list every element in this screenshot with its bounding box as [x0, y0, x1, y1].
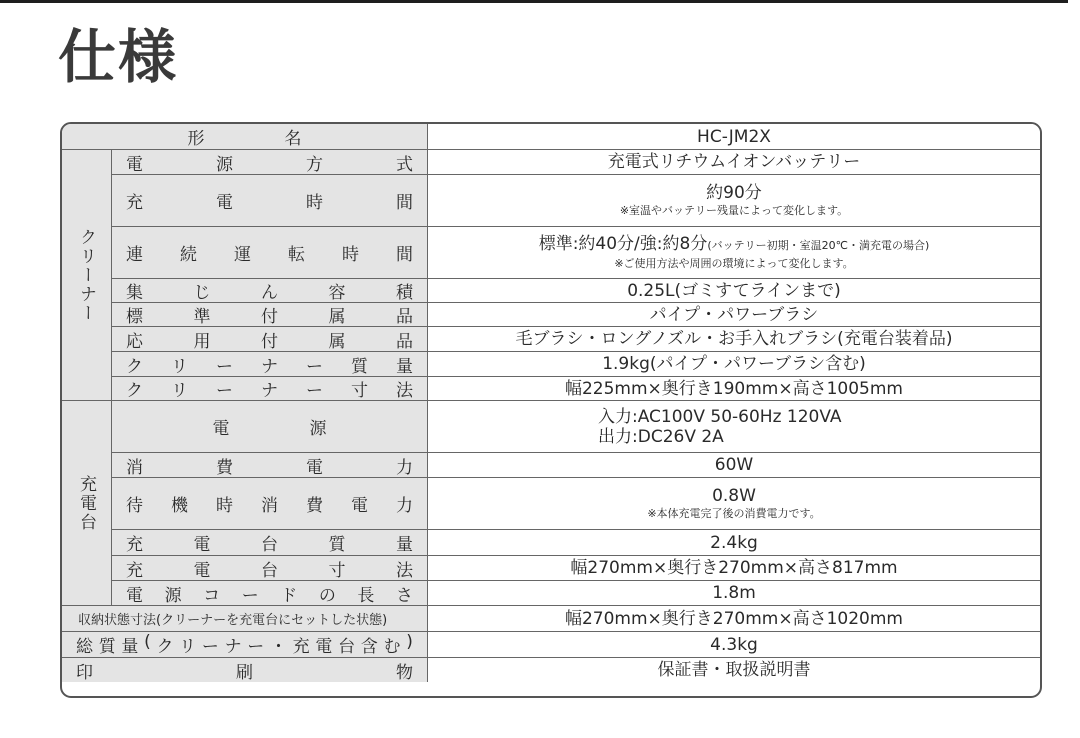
spec-label-char: 量 [121, 637, 139, 657]
spec-label-text [112, 581, 427, 606]
spec-value-text: 4.3kg [710, 634, 758, 655]
spec-label-char: 機 [171, 496, 188, 516]
spec-value-text: 毛ブラシ・ロングノズル・お手入れブラシ(充電台装着品) [515, 329, 953, 349]
spec-label-char: ー [201, 637, 219, 657]
spec-label-char: 応 [126, 331, 143, 352]
spec-label-char: ナ [224, 637, 242, 657]
spec-label-char: 用 [193, 331, 211, 352]
spec-label-char: 法 [396, 381, 413, 401]
spec-value-cell [428, 150, 1040, 175]
spec-label-char: 連 [126, 245, 143, 265]
spec-label-char: 電 [351, 496, 368, 516]
spec-label-text: 電源 [212, 419, 407, 439]
spec-label-cell [112, 401, 428, 453]
spec-label-char: 刷 [236, 662, 253, 683]
spec-value-text: 幅270mm×奥行き270mm×高さ817mm [570, 558, 898, 578]
spec-table [60, 122, 1042, 698]
spec-value-text: 60W [714, 455, 754, 475]
spec-label-char: 寸 [328, 560, 346, 581]
spec-value-text: HC-JM2X [697, 126, 771, 147]
spec-label-cell [112, 303, 428, 327]
spec-label-text [112, 556, 427, 581]
spec-label-char: 時 [342, 245, 359, 265]
spec-label-char: ) [406, 632, 413, 652]
spec-label-char: 台 [261, 535, 278, 555]
spec-label-char: ー [216, 381, 233, 401]
spec-value-cell [428, 175, 1040, 227]
spec-label-char: 充 [126, 193, 143, 213]
spec-label-char: 付 [261, 307, 278, 327]
spec-label-char: 集 [126, 283, 143, 303]
spec-label-char: ー [306, 356, 323, 377]
spec-label-char: ク [126, 381, 143, 401]
spec-label-char: 品 [396, 331, 413, 352]
model-label: 形名 [187, 129, 382, 149]
spec-label-char: ク [156, 637, 174, 657]
spec-value-cell [428, 581, 1040, 606]
spec-value-text: 2.4kg [710, 532, 758, 553]
spec-label-char: ー [306, 381, 323, 401]
spec-value-cell [428, 658, 1040, 682]
spec-label-char: 電 [306, 457, 323, 478]
spec-label-char: 台 [338, 637, 356, 657]
spec-value-cell [428, 352, 1040, 377]
spec-label-char: 属 [328, 331, 346, 352]
spec-label-char: 法 [396, 560, 413, 581]
spec-label-char: 質 [328, 535, 346, 555]
spec-label-char: 消 [126, 457, 143, 478]
spec-label-char: 準 [193, 307, 211, 327]
spec-label-char: 電 [216, 193, 233, 213]
spec-label-char: 電 [315, 637, 333, 657]
spec-label-char: ー [247, 637, 265, 657]
spec-label-char: 転 [288, 245, 305, 265]
spec-label-char: 続 [180, 245, 197, 265]
spec-label-cell [112, 530, 428, 556]
spec-value-text: 標準:約40分/強:約8分(バッテリー初期・室温20℃・満充電の場合) [538, 234, 930, 254]
spec-value-condition: (バッテリー初期・室温20℃・満充電の場合) [707, 239, 930, 252]
group-cleaner [62, 150, 112, 401]
spec-label-char: む [383, 637, 401, 657]
spec-label-char: 力 [396, 496, 413, 516]
spec-label-char: 物 [396, 662, 413, 683]
spec-label-cell [112, 279, 428, 303]
spec-value-text: 1.8m [712, 583, 756, 603]
spec-label-cell [112, 581, 428, 606]
spec-label-char: 長 [357, 585, 375, 606]
spec-label-char: 費 [216, 457, 233, 478]
spec-value-text: 約90分 [706, 183, 762, 203]
spec-label-cell [112, 377, 428, 401]
spec-label-char: 電 [126, 154, 143, 175]
spec-value-note: ※ご使用方法や周囲の環境によって変化します。 [614, 257, 854, 270]
spec-value-cell [428, 377, 1040, 401]
spec-value-cell [428, 279, 1040, 303]
spec-label-char: 総 [76, 637, 93, 657]
spec-label-char: 容 [328, 283, 346, 303]
spec-value-text: 幅225mm×奥行き190mm×高さ1005mm [564, 378, 903, 399]
spec-value-text: 1.9kg(パイプ・パワーブラシ含む) [602, 354, 866, 374]
group-cleaner-label: クリーナー [76, 227, 96, 323]
spec-label-char: 電 [126, 585, 143, 606]
spec-label-text [112, 150, 427, 175]
spec-value-cell [428, 530, 1040, 556]
spec-label-char: リ [179, 637, 197, 657]
spec-label-char: 充 [292, 637, 310, 657]
spec-label-text [62, 658, 427, 683]
group-charger-label: 充電台 [76, 474, 96, 532]
page-title: 仕様 [58, 23, 179, 91]
spec-label-char: 電 [193, 535, 211, 555]
spec-label-char: ・ [269, 637, 287, 657]
spec-label-char: 量 [396, 356, 413, 377]
spec-label-char: 台 [261, 560, 278, 581]
spec-label-text [112, 327, 427, 352]
spec-label-text [62, 632, 427, 657]
spec-label-text [112, 188, 427, 213]
model-value-cell [428, 124, 1040, 150]
spec-value-text: 幅270mm×奥行き270mm×高さ1020mm [564, 608, 903, 629]
spec-label-text [112, 491, 427, 516]
spec-label-cell [62, 658, 428, 682]
group-charger [62, 401, 112, 606]
spec-label-text [112, 453, 427, 478]
spec-label-text: 収納状態寸法(クリーナーを充電台にセットした状態) [78, 613, 388, 628]
spec-label-char: 充 [126, 535, 143, 555]
spec-label-cell [62, 606, 428, 632]
spec-label-char: ー [241, 585, 259, 606]
spec-label-text [112, 240, 427, 265]
spec-label-char: ナ [261, 381, 278, 401]
spec-label-cell [62, 632, 428, 658]
spec-value-note: ※室温やバッテリー残量によって変化します。 [619, 204, 849, 217]
spec-label-cell [112, 150, 428, 175]
spec-value-cell [428, 556, 1040, 581]
spec-label-char: 費 [306, 496, 323, 516]
spec-label-char: ー [216, 356, 233, 377]
spec-label-char: さ [395, 585, 413, 606]
spec-label-char: 運 [234, 245, 251, 265]
spec-value-text: 充電式リチウムイオンバッテリー [607, 152, 861, 172]
spec-label-char: 質 [351, 356, 368, 377]
spec-label-char: 源 [216, 154, 233, 175]
spec-label-char: リ [171, 356, 188, 377]
spec-label-char: ナ [261, 356, 278, 377]
spec-label-char: 源 [164, 585, 182, 606]
spec-label-char: 方 [306, 154, 323, 175]
spec-label-char: 品 [396, 307, 413, 327]
spec-label-text [112, 302, 427, 327]
spec-label-char: ク [126, 356, 143, 377]
spec-label-char: 時 [306, 193, 323, 213]
spec-label-char: 間 [396, 245, 413, 265]
spec-label-char: 標 [126, 307, 143, 327]
spec-value-cell [428, 632, 1040, 658]
spec-label-char: じ [193, 283, 211, 303]
spec-value-text: 0.8W [712, 486, 756, 506]
top-rule [0, 0, 1068, 3]
spec-value-text: 保証書・取扱説明書 [657, 660, 811, 680]
spec-label-char: 力 [396, 457, 413, 478]
spec-label-cell [112, 327, 428, 352]
spec-value-cell [428, 401, 1040, 453]
spec-label-cell [112, 352, 428, 377]
spec-label-char: 寸 [351, 381, 368, 401]
spec-label-char: 含 [360, 637, 378, 657]
spec-label-cell [112, 556, 428, 581]
spec-label-char: 充 [126, 560, 143, 581]
spec-label-char: 電 [193, 560, 211, 581]
spec-label-char: 印 [76, 662, 93, 683]
spec-label-char: コ [203, 585, 221, 606]
spec-label-cell [112, 453, 428, 478]
spec-value-cell [428, 478, 1040, 530]
spec-value-cell [428, 303, 1040, 327]
spec-label-text [112, 376, 427, 401]
spec-value-note: ※本体充電完了後の消費電力です。 [647, 507, 821, 520]
spec-label-char: 積 [396, 283, 413, 303]
spec-label-text [112, 278, 427, 303]
spec-label-char: 付 [261, 331, 278, 352]
spec-value-cell [428, 606, 1040, 632]
spec-value-cell [428, 453, 1040, 478]
spec-label-char: の [318, 585, 336, 606]
spec-value-cell [428, 327, 1040, 352]
spec-label-char: リ [171, 381, 188, 401]
spec-label-cell [112, 227, 428, 279]
spec-label-char: ん [261, 283, 278, 303]
spec-label-char: 式 [396, 154, 413, 175]
spec-label-char: 質 [98, 637, 116, 657]
spec-label-cell [112, 175, 428, 227]
spec-label-char: 待 [126, 496, 143, 516]
spec-label-char: 量 [396, 535, 413, 555]
spec-label-char: ド [280, 585, 298, 606]
spec-value-text: パイプ・パワーブラシ [649, 304, 819, 325]
spec-label-char: 時 [216, 496, 233, 516]
spec-label-char: 属 [328, 307, 346, 327]
spec-label-char: 間 [396, 193, 413, 213]
spec-label-text [112, 530, 427, 555]
spec-value-cell [428, 227, 1040, 279]
spec-value-text: 0.25L(ゴミすてラインまで) [627, 280, 841, 301]
model-label-cell [62, 124, 428, 150]
spec-label-char: 消 [261, 496, 278, 516]
spec-label-char: ( [144, 632, 151, 652]
spec-value-text-2: 出力:DC26V 2A [598, 426, 724, 447]
spec-value-text: 入力:AC100V 50-60Hz 120VA [598, 406, 842, 427]
spec-label-cell [112, 478, 428, 530]
spec-label-text [112, 352, 427, 377]
